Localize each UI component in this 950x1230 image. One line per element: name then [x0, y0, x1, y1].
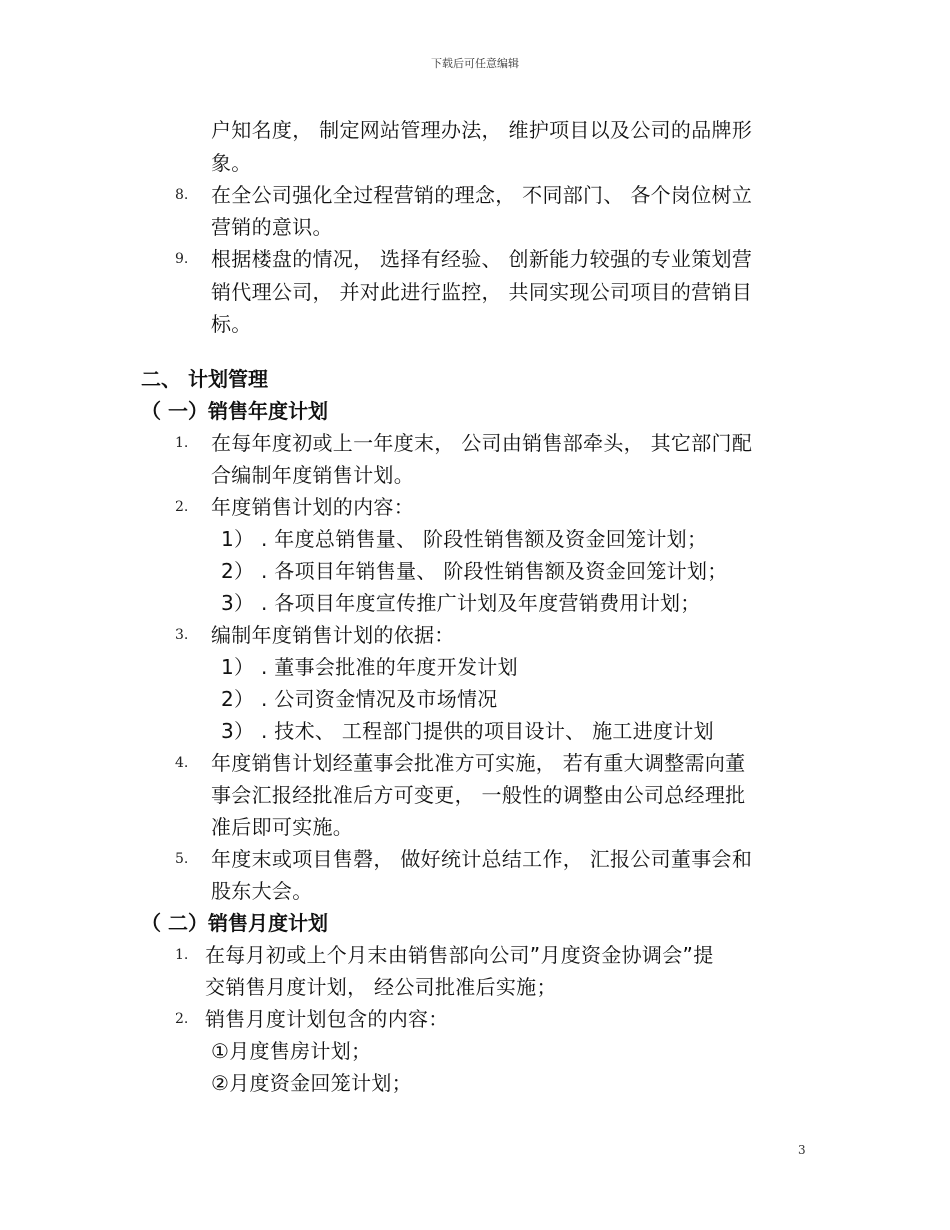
sub-list-item: ①月度售房计划；: [211, 1039, 372, 1063]
list-number: 8.: [175, 187, 189, 203]
list-number: 4.: [175, 755, 189, 771]
paragraph-line: 户知名度， 制定网站管理办法， 维护项目以及公司的品牌形: [211, 118, 753, 142]
paragraph-line: 编制年度销售计划的依据：: [211, 623, 455, 647]
sub-list-item: 2） . 公司资金情况及市场情况: [221, 687, 498, 711]
paragraph-line: 合编制年度销售计划。: [211, 463, 414, 487]
paragraph-line: 交销售月度计划， 经公司批准后实施；: [205, 975, 557, 999]
list-number: 1.: [175, 947, 189, 963]
page-header: 下载后可任意编辑: [431, 57, 519, 70]
paragraph-line: 销售月度计划包含的内容：: [205, 1007, 449, 1031]
paragraph-line: 事会汇报经批准后方可变更， 一般性的调整由公司总经理批: [211, 783, 746, 807]
list-number: 1.: [175, 435, 189, 451]
list-number: 5.: [175, 851, 189, 867]
list-number: 9.: [175, 251, 189, 267]
paragraph-line: 股东大会。: [211, 879, 313, 903]
paragraph-line: 象。: [211, 151, 252, 175]
paragraph-line: 销代理公司， 并对此进行监控， 共同实现公司项目的营销目: [211, 280, 753, 304]
paragraph-line: 年度销售计划经董事会批准方可实施， 若有重大调整需向董: [211, 751, 746, 775]
sub-list-item: 2） . 各项目年销售量、 阶段性销售额及资金回笼计划；: [221, 559, 728, 583]
list-number: 2.: [175, 1011, 189, 1027]
paragraph-line: 根据楼盘的情况， 选择有经验、 创新能力较强的专业策划营: [211, 247, 753, 271]
sub-list-item: 1） . 董事会批准的年度开发计划: [221, 655, 518, 679]
sub-list-item: 3） . 技术、 工程部门提供的项目设计、 施工进度计划: [221, 719, 714, 743]
paragraph-line: 准后即可实施。: [211, 815, 354, 839]
list-number: 3.: [175, 627, 189, 643]
paragraph-line: 年度末或项目售磬， 做好统计总结工作， 汇报公司董事会和: [211, 847, 753, 871]
paragraph-line: 年度销售计划的内容：: [211, 495, 414, 519]
paragraph-line: 标。: [211, 312, 252, 336]
sub-list-item: 3） . 各项目年度宣传推广计划及年度营销费用计划；: [221, 591, 701, 615]
paragraph-line: 在全公司强化全过程营销的理念， 不同部门、 各个岗位树立: [211, 183, 753, 207]
subsection-heading: （ 二）销售月度计划: [141, 911, 328, 935]
section-heading: 二、 计划管理: [141, 367, 268, 391]
paragraph-line: 在每月初或上个月末由销售部向公司”月度资金协调会”提: [205, 943, 714, 967]
paragraph-line: 营销的意识。: [211, 215, 333, 239]
list-number: 2.: [175, 499, 189, 515]
sub-list-item: 1） . 年度总销售量、 阶段性销售额及资金回笼计划；: [221, 527, 708, 551]
sub-list-item: ②月度资金回笼计划；: [211, 1071, 412, 1095]
paragraph-line: 在每年度初或上一年度末， 公司由销售部牵头， 其它部门配: [211, 431, 753, 455]
page-number: 3: [798, 1143, 806, 1157]
subsection-heading: （ 一）销售年度计划: [141, 399, 328, 423]
